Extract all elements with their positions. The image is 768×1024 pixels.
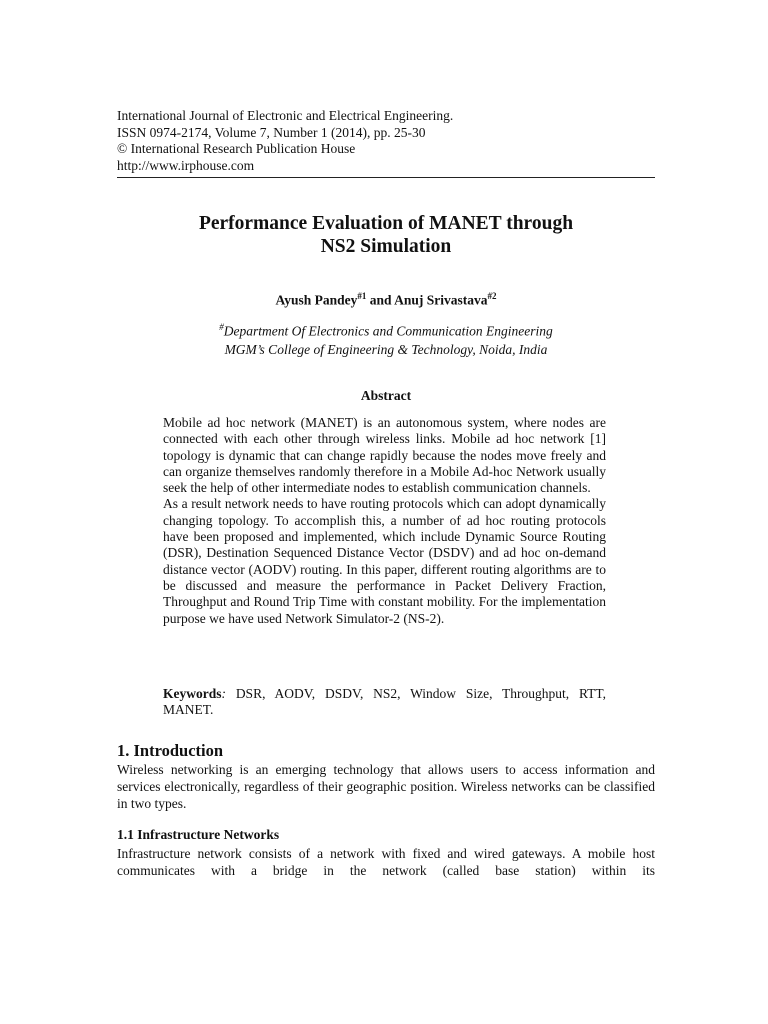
title-line-1: Performance Evaluation of MANET through xyxy=(198,213,574,234)
introduction-heading: 1. Introduction xyxy=(117,741,224,760)
author-list xyxy=(117,287,655,310)
author-1-mark: #1 xyxy=(357,291,367,301)
introduction-body: Wireless networking is an emerging technology that allows users to access information and services electronically, regardless of their geographic position. Wireless networks can be classified in two types. xyxy=(117,762,655,811)
abstract-paragraph-2: As a result network needs to have routing protocols which can adopt dynamically changing topology. To accomplish this, a number of ad hoc routing protocols have been proposed and implemented, which include Dynamic Source Routing (DSR), Destination Sequenced Distance Vector (DSDV) and ad hoc on-demand distance vector (AODV) routing. In this paper, different routing algorithms are to be discussed and measure the performance in Packet Delivery Fraction, Throughput and Round Trip Time with constant mobility. For the implementation purpose we have used Network Simulator-2 (NS-2). xyxy=(163,496,606,626)
publisher-line: © International Research Publication House xyxy=(117,141,356,156)
affiliation-line-1: Department Of Electronics and Communication Engineering xyxy=(223,323,553,339)
keywords-separator: : xyxy=(221,686,236,701)
affiliation xyxy=(117,318,655,359)
abstract-heading: Abstract xyxy=(360,388,412,403)
affiliation-mark: # xyxy=(219,322,224,332)
affiliation-line-2: MGM’s College of Engineering & Technology, Noida, India xyxy=(224,341,548,357)
issn-line: ISSN 0974-2174, Volume 7, Number 1 (2014), pp. 25-30 xyxy=(117,124,426,140)
infrastructure-body: Infrastructure network consists of a network with fixed and wired gateways. A mobile host communicates with a bridge in the network (called base station) within its xyxy=(117,846,655,878)
keywords-label: Keywords xyxy=(163,686,222,701)
abstract-body xyxy=(163,415,606,627)
author-2-mark: #2 xyxy=(487,291,497,301)
author-2: Anuj Srivastava xyxy=(394,292,488,308)
author-1: Ayush Pandey xyxy=(275,292,358,308)
paper-title xyxy=(117,212,655,258)
keywords-text: DSR, AODV, DSDV, NS2, Window Size, Throughput, RTT, MANET. xyxy=(163,686,607,718)
keywords xyxy=(163,686,606,719)
title-line-2: NS2 Simulation xyxy=(320,236,452,257)
author-joiner: and xyxy=(366,292,395,308)
abstract-paragraph-1: Mobile ad hoc network (MANET) is an autonomous system, where nodes are connected with each other through wireless links. Mobile ad hoc network [1] topology is dynamic that can change rapidly because the nodes move freely and can organize themselves randomly therefore in a Mobile Ad-hoc Network usually seek the help of other intermediate nodes to establish communication channels. xyxy=(163,415,606,496)
journal-url: http://www.irphouse.com xyxy=(117,157,255,173)
infrastructure-heading: 1.1 Infrastructure Networks xyxy=(117,827,280,842)
journal-name: International Journal of Electronic and Electrical Engineering. xyxy=(117,108,454,123)
journal-header xyxy=(117,108,655,174)
header-divider xyxy=(117,177,655,178)
